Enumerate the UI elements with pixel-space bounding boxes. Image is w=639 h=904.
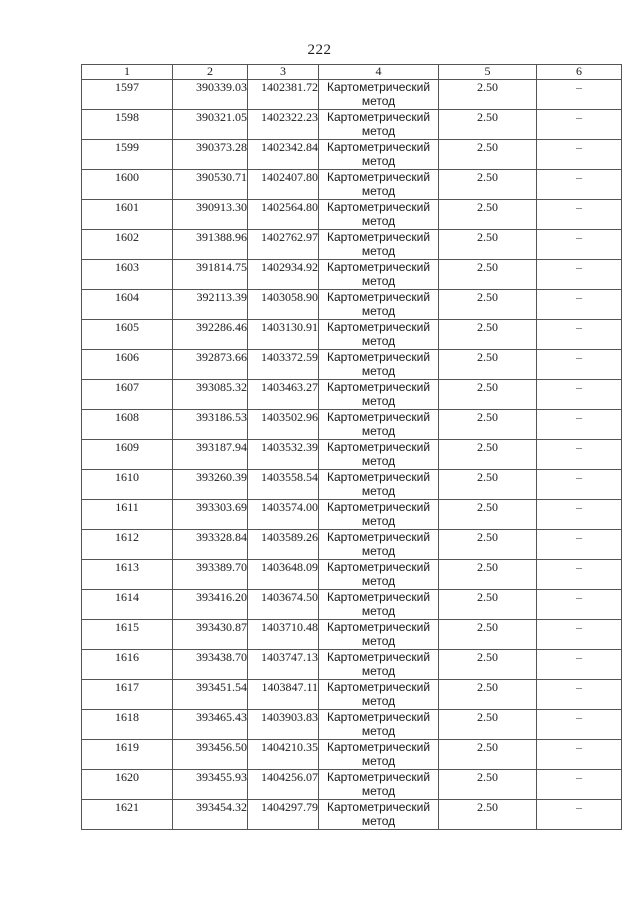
y-coordinate-cell: 1402407.80: [248, 170, 319, 200]
y-coordinate-cell: 1403463.27: [248, 380, 319, 410]
y-coordinate-cell: 1402381.72: [248, 80, 319, 110]
x-coordinate-cell: 393451.54: [173, 680, 248, 710]
note-cell: –: [537, 440, 622, 470]
accuracy-cell: 2.50: [439, 800, 537, 830]
y-coordinate-cell: 1403847.11: [248, 680, 319, 710]
point-number-cell: 1607: [82, 380, 173, 410]
point-number-cell: 1621: [82, 800, 173, 830]
point-number-cell: 1613: [82, 560, 173, 590]
method-cell: Картометрический метод: [319, 380, 439, 410]
method-cell: Картометрический метод: [319, 620, 439, 650]
x-coordinate-cell: 393430.87: [173, 620, 248, 650]
x-coordinate-cell: 392113.39: [173, 290, 248, 320]
table-row: [82, 170, 622, 200]
note-cell: –: [537, 800, 622, 830]
x-coordinate-cell: 391388.96: [173, 230, 248, 260]
accuracy-cell: 2.50: [439, 740, 537, 770]
point-number-cell: 1602: [82, 230, 173, 260]
table-row: [82, 440, 622, 470]
note-cell: –: [537, 650, 622, 680]
y-coordinate-cell: 1403532.39: [248, 440, 319, 470]
accuracy-cell: 2.50: [439, 140, 537, 170]
note-cell: –: [537, 350, 622, 380]
point-number-cell: 1608: [82, 410, 173, 440]
method-cell: Картометрический метод: [319, 110, 439, 140]
accuracy-cell: 2.50: [439, 260, 537, 290]
table-row: [82, 740, 622, 770]
point-number-cell: 1603: [82, 260, 173, 290]
x-coordinate-cell: 393454.32: [173, 800, 248, 830]
table-row: [82, 800, 622, 830]
note-cell: –: [537, 530, 622, 560]
column-header: 2: [173, 65, 248, 80]
accuracy-cell: 2.50: [439, 590, 537, 620]
column-header: 4: [319, 65, 439, 80]
x-coordinate-cell: 393186.53: [173, 410, 248, 440]
y-coordinate-cell: 1403502.96: [248, 410, 319, 440]
y-coordinate-cell: 1403747.13: [248, 650, 319, 680]
accuracy-cell: 2.50: [439, 620, 537, 650]
method-cell: Картометрический метод: [319, 140, 439, 170]
method-cell: Картометрический метод: [319, 500, 439, 530]
table-row: [82, 290, 622, 320]
accuracy-cell: 2.50: [439, 650, 537, 680]
point-number-cell: 1618: [82, 710, 173, 740]
y-coordinate-cell: 1403372.59: [248, 350, 319, 380]
note-cell: –: [537, 470, 622, 500]
point-number-cell: 1601: [82, 200, 173, 230]
x-coordinate-cell: 392873.66: [173, 350, 248, 380]
page-number: 222: [307, 42, 332, 58]
table-row: [82, 770, 622, 800]
x-coordinate-cell: 392286.46: [173, 320, 248, 350]
column-header: 5: [439, 65, 537, 80]
table-row: [82, 110, 622, 140]
accuracy-cell: 2.50: [439, 770, 537, 800]
method-cell: Картометрический метод: [319, 560, 439, 590]
accuracy-cell: 2.50: [439, 110, 537, 140]
y-coordinate-cell: 1403130.91: [248, 320, 319, 350]
method-cell: Картометрический метод: [319, 320, 439, 350]
accuracy-cell: 2.50: [439, 710, 537, 740]
table-row: [82, 680, 622, 710]
y-coordinate-cell: 1402762.97: [248, 230, 319, 260]
note-cell: –: [537, 410, 622, 440]
note-cell: –: [537, 200, 622, 230]
table-row: [82, 140, 622, 170]
table-row: [82, 410, 622, 440]
y-coordinate-cell: 1403710.48: [248, 620, 319, 650]
x-coordinate-cell: 391814.75: [173, 260, 248, 290]
accuracy-cell: 2.50: [439, 290, 537, 320]
accuracy-cell: 2.50: [439, 350, 537, 380]
accuracy-cell: 2.50: [439, 380, 537, 410]
note-cell: –: [537, 140, 622, 170]
note-cell: –: [537, 710, 622, 740]
x-coordinate-cell: 393085.32: [173, 380, 248, 410]
method-cell: Картометрический метод: [319, 260, 439, 290]
accuracy-cell: 2.50: [439, 320, 537, 350]
y-coordinate-cell: 1403903.83: [248, 710, 319, 740]
point-number-cell: 1599: [82, 140, 173, 170]
table-row: [82, 710, 622, 740]
table-row: [82, 200, 622, 230]
note-cell: –: [537, 620, 622, 650]
accuracy-cell: 2.50: [439, 200, 537, 230]
table-row: [82, 530, 622, 560]
note-cell: –: [537, 680, 622, 710]
table-row: [82, 500, 622, 530]
table-row: [82, 560, 622, 590]
note-cell: –: [537, 590, 622, 620]
table-row: [82, 650, 622, 680]
note-cell: –: [537, 290, 622, 320]
method-cell: Картометрический метод: [319, 200, 439, 230]
point-number-cell: 1615: [82, 620, 173, 650]
table-row: [82, 350, 622, 380]
method-cell: Картометрический метод: [319, 740, 439, 770]
y-coordinate-cell: 1402934.92: [248, 260, 319, 290]
method-cell: Картометрический метод: [319, 650, 439, 680]
point-number-cell: 1606: [82, 350, 173, 380]
column-header: 1: [82, 65, 173, 80]
method-cell: Картометрический метод: [319, 230, 439, 260]
x-coordinate-cell: 393260.39: [173, 470, 248, 500]
note-cell: –: [537, 230, 622, 260]
y-coordinate-cell: 1402322.23: [248, 110, 319, 140]
note-cell: –: [537, 110, 622, 140]
y-coordinate-cell: 1403574.00: [248, 500, 319, 530]
accuracy-cell: 2.50: [439, 80, 537, 110]
table-row: [82, 380, 622, 410]
table-row: [82, 620, 622, 650]
x-coordinate-cell: 393455.93: [173, 770, 248, 800]
method-cell: Картометрический метод: [319, 590, 439, 620]
method-cell: Картометрический метод: [319, 680, 439, 710]
method-cell: Картометрический метод: [319, 530, 439, 560]
table-row: [82, 80, 622, 110]
accuracy-cell: 2.50: [439, 410, 537, 440]
accuracy-cell: 2.50: [439, 170, 537, 200]
method-cell: Картометрический метод: [319, 710, 439, 740]
y-coordinate-cell: 1403558.54: [248, 470, 319, 500]
note-cell: –: [537, 380, 622, 410]
point-number-cell: 1617: [82, 680, 173, 710]
point-number-cell: 1605: [82, 320, 173, 350]
point-number-cell: 1604: [82, 290, 173, 320]
x-coordinate-cell: 390913.30: [173, 200, 248, 230]
accuracy-cell: 2.50: [439, 470, 537, 500]
table-row: [82, 470, 622, 500]
x-coordinate-cell: 393416.20: [173, 590, 248, 620]
point-number-cell: 1611: [82, 500, 173, 530]
y-coordinate-cell: 1404297.79: [248, 800, 319, 830]
method-cell: Картометрический метод: [319, 800, 439, 830]
method-cell: Картометрический метод: [319, 470, 439, 500]
x-coordinate-cell: 390530.71: [173, 170, 248, 200]
point-number-cell: 1620: [82, 770, 173, 800]
note-cell: –: [537, 560, 622, 590]
y-coordinate-cell: 1403058.90: [248, 290, 319, 320]
x-coordinate-cell: 393465.43: [173, 710, 248, 740]
y-coordinate-cell: 1403674.50: [248, 590, 319, 620]
method-cell: Картометрический метод: [319, 290, 439, 320]
method-cell: Картометрический метод: [319, 170, 439, 200]
table-row: [82, 320, 622, 350]
point-number-cell: 1609: [82, 440, 173, 470]
y-coordinate-cell: 1402564.80: [248, 200, 319, 230]
y-coordinate-cell: 1403648.09: [248, 560, 319, 590]
note-cell: –: [537, 740, 622, 770]
x-coordinate-cell: 390373.28: [173, 140, 248, 170]
y-coordinate-cell: 1402342.84: [248, 140, 319, 170]
x-coordinate-cell: 393303.69: [173, 500, 248, 530]
accuracy-cell: 2.50: [439, 500, 537, 530]
table-header-row: [82, 65, 622, 80]
table-row: [82, 590, 622, 620]
accuracy-cell: 2.50: [439, 230, 537, 260]
y-coordinate-cell: 1404210.35: [248, 740, 319, 770]
point-number-cell: 1616: [82, 650, 173, 680]
method-cell: Картометрический метод: [319, 440, 439, 470]
accuracy-cell: 2.50: [439, 440, 537, 470]
point-number-cell: 1614: [82, 590, 173, 620]
accuracy-cell: 2.50: [439, 560, 537, 590]
point-number-cell: 1610: [82, 470, 173, 500]
accuracy-cell: 2.50: [439, 680, 537, 710]
x-coordinate-cell: 390339.03: [173, 80, 248, 110]
note-cell: –: [537, 320, 622, 350]
x-coordinate-cell: 393389.70: [173, 560, 248, 590]
note-cell: –: [537, 80, 622, 110]
table-row: [82, 260, 622, 290]
y-coordinate-cell: 1404256.07: [248, 770, 319, 800]
point-number-cell: 1598: [82, 110, 173, 140]
method-cell: Картометрический метод: [319, 350, 439, 380]
point-number-cell: 1597: [82, 80, 173, 110]
column-header: 6: [537, 65, 622, 80]
x-coordinate-cell: 393456.50: [173, 740, 248, 770]
method-cell: Картометрический метод: [319, 80, 439, 110]
coordinates-table: [81, 64, 622, 830]
method-cell: Картометрический метод: [319, 410, 439, 440]
column-header: 3: [248, 65, 319, 80]
x-coordinate-cell: 390321.05: [173, 110, 248, 140]
x-coordinate-cell: 393187.94: [173, 440, 248, 470]
note-cell: –: [537, 260, 622, 290]
note-cell: –: [537, 170, 622, 200]
x-coordinate-cell: 393438.70: [173, 650, 248, 680]
x-coordinate-cell: 393328.84: [173, 530, 248, 560]
point-number-cell: 1612: [82, 530, 173, 560]
accuracy-cell: 2.50: [439, 530, 537, 560]
table-row: [82, 230, 622, 260]
y-coordinate-cell: 1403589.26: [248, 530, 319, 560]
point-number-cell: 1619: [82, 740, 173, 770]
note-cell: –: [537, 500, 622, 530]
method-cell: Картометрический метод: [319, 770, 439, 800]
note-cell: –: [537, 770, 622, 800]
point-number-cell: 1600: [82, 170, 173, 200]
